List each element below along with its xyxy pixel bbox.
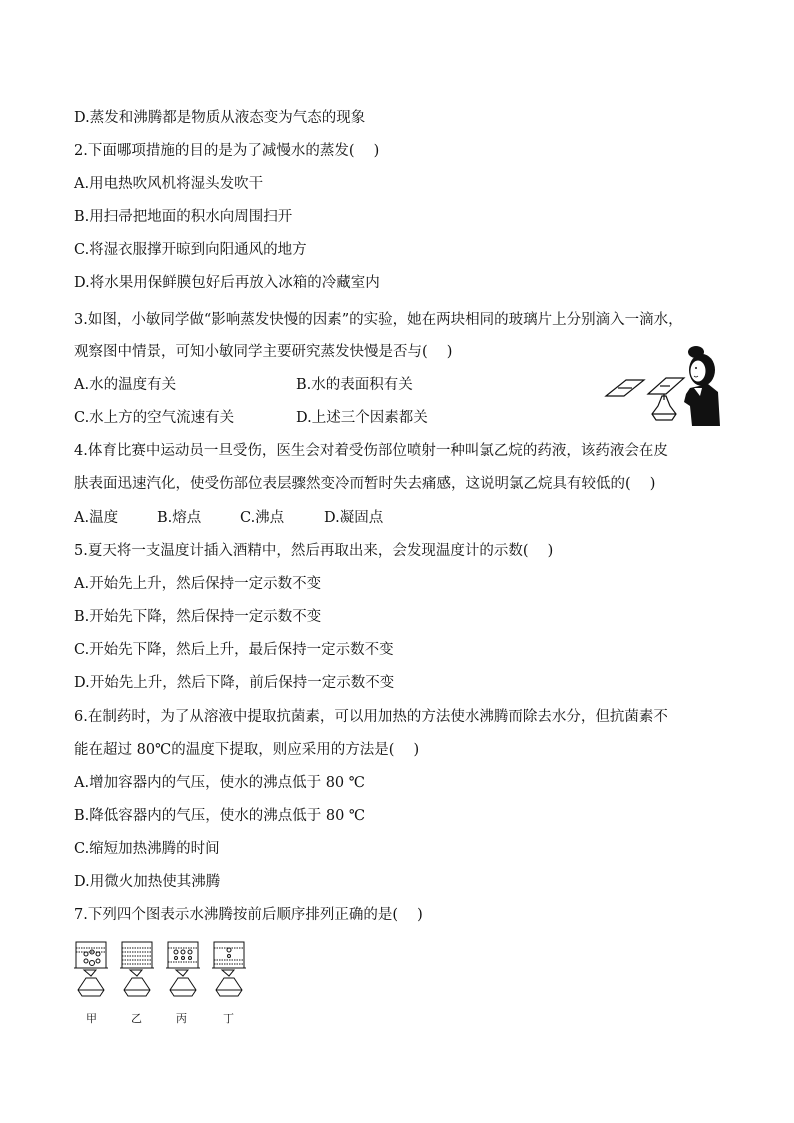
q3-option-d: D.上述三个因素都关 (296, 410, 428, 426)
q4-stem-line2: 肤表面迅速汽化，使受伤部位表层骤然变冷而暂时失去痛感，这说明氯乙烷具有较低的( ) (74, 476, 656, 492)
q4-option-d: D.凝固点 (324, 510, 384, 526)
q3-option-c: C.水上方的空气流速有关 (74, 410, 235, 426)
beaker-bing (166, 942, 200, 996)
q2-option-c: C.将湿衣服撑开晾到向阳通风的地方 (74, 242, 307, 258)
q6-option-d: D.用微火加热使其沸腾 (74, 874, 221, 890)
q5-option-d: D.开始先上升，然后下降，前后保持一定示数不变 (74, 675, 395, 691)
q1-option-d: D.蒸发和沸腾都是物质从液态变为气态的现象 (74, 110, 366, 126)
q2-option-b: B.用扫帚把地面的积水向周围扫开 (74, 209, 293, 225)
q2-option-a: A.用电热吹风机将湿头发吹干 (74, 176, 264, 192)
q7-boiling-figure (72, 940, 252, 1012)
q3-stem-line1: 3.如图，小敏同学做“影响蒸发快慢的因素”的实验，她在两块相同的玻璃片上分别滴入一滴水， (74, 312, 683, 328)
q3-stem-line2: 观察图中情景，可知小敏同学主要研究蒸发快慢是否与( ) (74, 344, 453, 360)
q4-option-b: B.熔点 (157, 510, 202, 526)
q6-option-a: A.增加容器内的气压，使水的沸点低于 80 ℃ (74, 775, 365, 791)
q4-option-c: C.沸点 (240, 510, 285, 526)
q5-option-b: B.开始先下降，然后保持一定示数不变 (74, 609, 322, 625)
q6-stem-line2: 能在超过 80℃的温度下提取，则应采用的方法是( ) (74, 742, 420, 758)
q7-label-bing: 丙 (176, 1012, 187, 1025)
q7-label-yi: 乙 (131, 1012, 142, 1025)
q3-option-a: A.水的温度有关 (74, 377, 177, 393)
q7-label-ding: 丁 (223, 1012, 234, 1025)
q5-stem: 5.夏天将一支温度计插入酒精中，然后再取出来，会发现温度计的示数( ) (74, 543, 554, 559)
q5-option-a: A.开始先上升，然后保持一定示数不变 (74, 576, 322, 592)
q6-option-c: C.缩短加热沸腾的时间 (74, 841, 220, 857)
beaker-yi (120, 942, 154, 996)
q3-option-b: B.水的表面积有关 (296, 377, 413, 393)
q4-stem-line1: 4.体育比赛中运动员一旦受伤，医生会对着受伤部位喷射一种叫氯乙烷的药液，该药液会在皮 (74, 443, 668, 459)
q7-stem: 7.下列四个图表示水沸腾按前后顺序排列正确的是( ) (74, 907, 423, 923)
q6-option-b: B.降低容器内的气压，使水的沸点低于 80 ℃ (74, 808, 366, 824)
q4-option-a: A.温度 (74, 510, 119, 526)
q2-stem: 2.下面哪项措施的目的是为了减慢水的蒸发( ) (74, 143, 380, 159)
beaker-jia (74, 942, 108, 996)
beaker-ding (212, 942, 246, 996)
q3-experiment-figure (604, 344, 722, 428)
girl-icon (684, 346, 720, 426)
q5-option-c: C.开始先下降，然后上升，最后保持一定示数不变 (74, 642, 394, 658)
q7-label-jia: 甲 (86, 1012, 97, 1025)
q2-option-d: D.将水果用保鲜膜包好后再放入冰箱的冷藏室内 (74, 275, 380, 291)
q6-stem-line1: 6.在制药时，为了从溶液中提取抗菌素，可以用加热的方法使水沸腾而除去水分，但抗菌素不 (74, 709, 668, 725)
